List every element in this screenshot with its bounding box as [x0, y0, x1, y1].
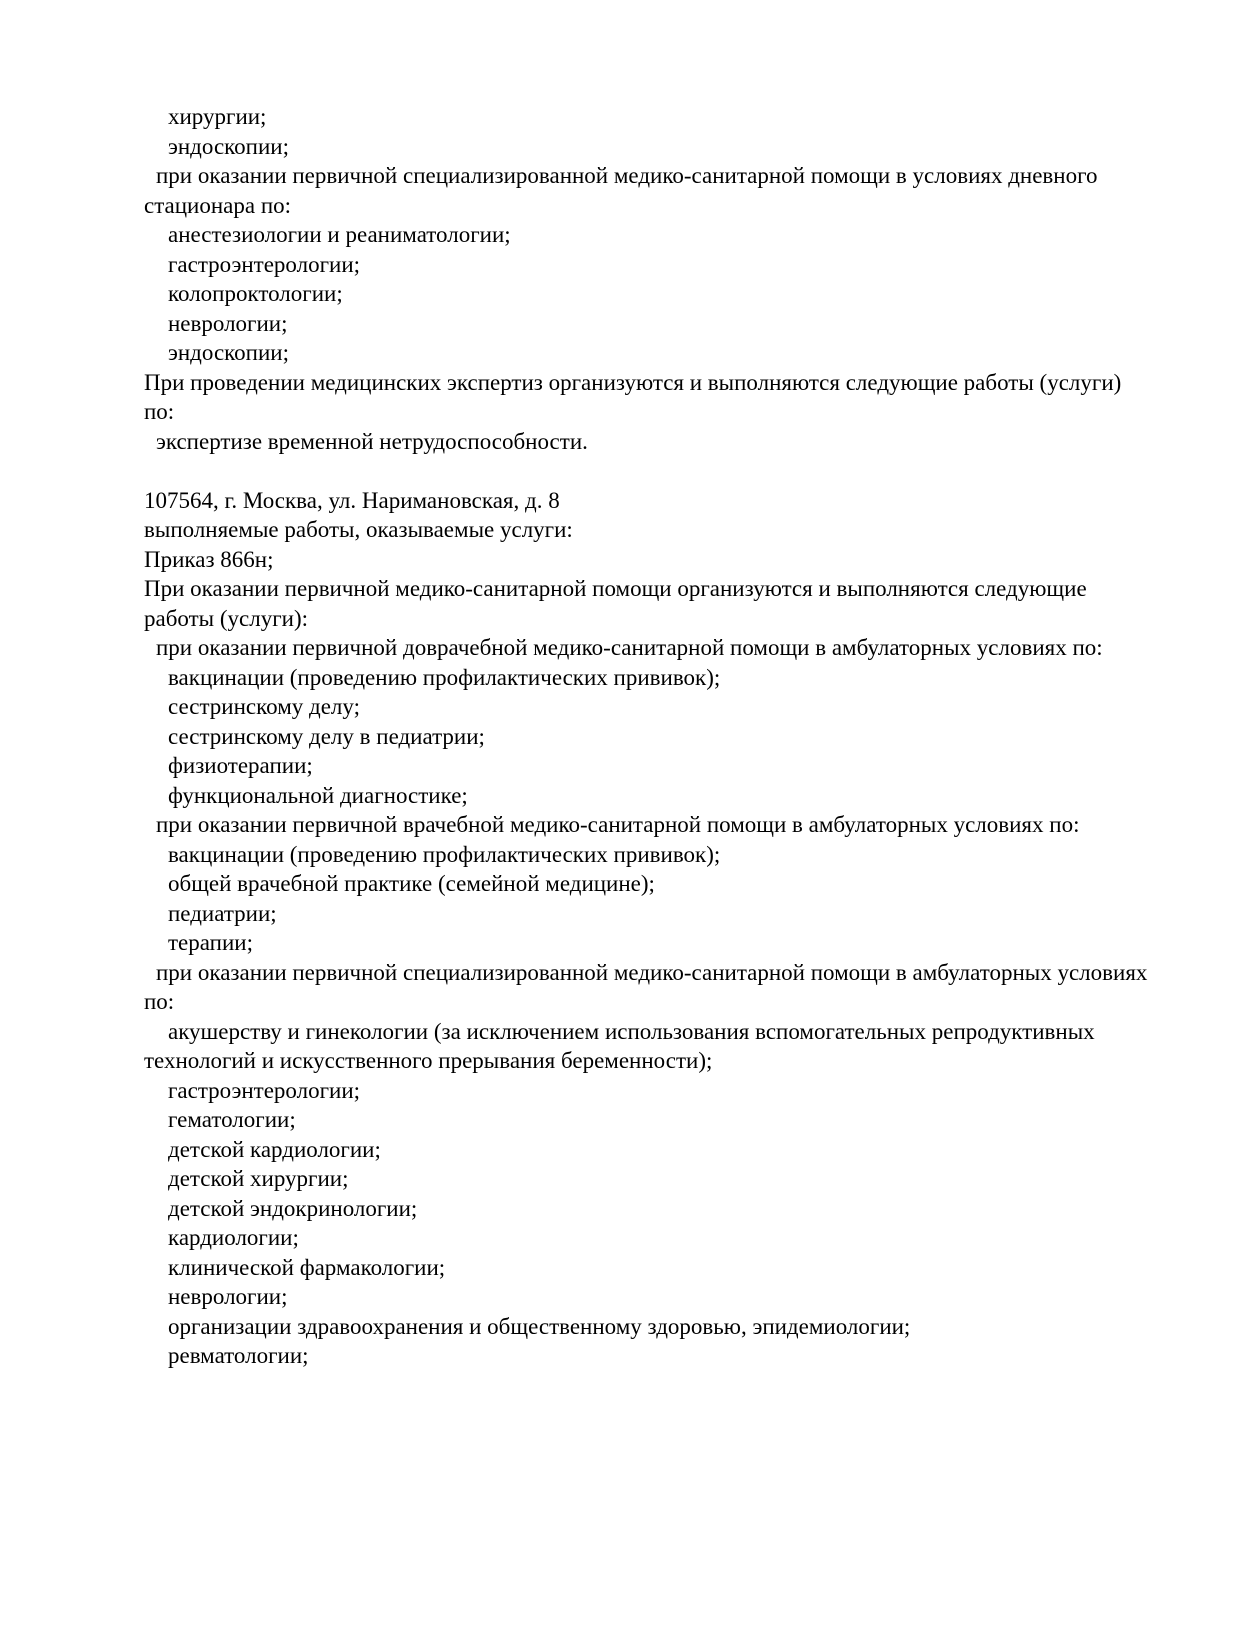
list-item: хирургии;	[168, 104, 267, 129]
list-item: терапии;	[168, 930, 253, 955]
list-item: кардиологии;	[168, 1225, 299, 1250]
list-item: клинической фармакологии;	[168, 1254, 446, 1280]
section-heading: при оказании первичной доврачебной медико-санитарной помощи в амбулаторных условиях по:	[156, 635, 1103, 660]
list-item: сестринскому делу в педиатрии;	[168, 723, 485, 749]
list-item: неврологии;	[168, 310, 288, 336]
list-item: гастроэнтерологии;	[168, 1077, 361, 1103]
list-item: детской кардиологии;	[168, 1136, 381, 1162]
paragraph: выполняемые работы, оказываемые услуги:	[144, 517, 573, 542]
list-item: гастроэнтерологии;	[168, 251, 361, 277]
spacer	[144, 456, 1154, 486]
list-item: вакцинации (проведению профилактических прививок);	[168, 664, 721, 690]
paragraph: Приказ 866н;	[144, 546, 274, 572]
list-item: неврологии;	[168, 1284, 288, 1309]
list-item: педиатрии;	[168, 900, 277, 926]
address-line: 107564, г. Москва, ул. Наримановская, д. 8	[144, 487, 560, 513]
list-item: вакцинации (проведению профилактических прививок);	[168, 841, 721, 867]
section-heading: при оказании первичной специализированной медико-санитарной помощи в условиях дневного стационара по:	[144, 163, 1098, 218]
section-heading: при оказании первичной специализированной медико-санитарной помощи в амбулаторных условиях по:	[144, 959, 1148, 1014]
list-item: эндоскопии;	[168, 133, 289, 159]
list-item: анестезиологии и реаниматологии;	[168, 222, 511, 247]
list-item: ревматологии;	[168, 1343, 309, 1368]
list-item: общей врачебной практике (семейной медицине);	[168, 871, 655, 896]
list-item: детской хирургии;	[168, 1166, 349, 1191]
list-item: сестринскому делу;	[168, 694, 360, 719]
paragraph: При проведении медицинских экспертиз организуются и выполняются следующие работы (услуги) по:	[144, 369, 1122, 424]
list-item: детской эндокринологии;	[168, 1195, 418, 1221]
list-item: физиотерапии;	[168, 753, 313, 778]
list-item: гематологии;	[168, 1107, 296, 1132]
list-item: функциональной диагностике;	[168, 782, 468, 808]
list-item: эндоскопии;	[168, 340, 289, 365]
document-body	[144, 102, 1154, 1371]
list-item: колопроктологии;	[168, 281, 343, 306]
list-item: организации здравоохранения и общественному здоровью, эпидемиологии;	[168, 1313, 911, 1339]
section-heading: при оказании первичной врачебной медико-санитарной помощи в амбулаторных условиях по:	[156, 812, 1080, 837]
list-item: акушерству и гинекологии (за исключением использования вспомогательных репродуктивных технологий и искусственного прерывания беременности);	[144, 1018, 1095, 1073]
list-item: экспертизе временной нетрудоспособности.	[156, 428, 588, 454]
paragraph: При оказании первичной медико-санитарной помощи организуются и выполняются следующие работы (услуги):	[144, 576, 1087, 631]
